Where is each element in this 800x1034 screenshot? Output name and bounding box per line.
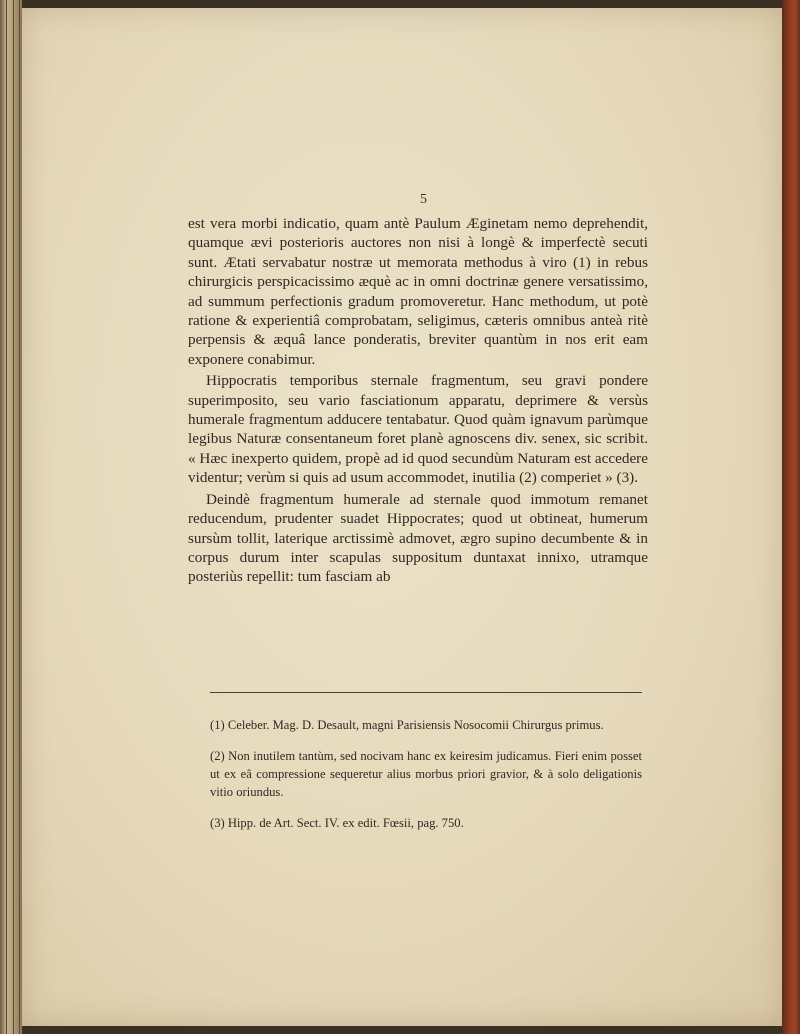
gutter-edge-line (6, 0, 7, 1034)
gutter-edge-line (13, 0, 14, 1034)
gutter-edge-line (19, 0, 20, 1034)
footnote-divider (210, 692, 642, 693)
footnote: (3) Hipp. de Art. Sect. IV. ex edit. Fœsii, pag. 750. (210, 816, 464, 830)
footnote: (1) Celeber. Mag. D. Desault, magni Parisiensis Nosocomii Chirurgus primus. (210, 718, 604, 732)
page-body (188, 214, 648, 587)
page-number: 5 (420, 192, 427, 207)
paragraph: Deindè fragmentum humerale ad sternale quod immotum remanet reducendum, prudenter suadet Hippocrates; quod ut obtineat, humerum sursùm tollit, laterique arctissimè admovet, ægro supino decumbente & in corpus durum inter scapulas suppositum duntaxat innixo, utramque posteriùs repellit: tum fasciam ab (188, 490, 648, 586)
footnotes (210, 716, 642, 845)
book-gutter (0, 0, 22, 1034)
paragraph: est vera morbi indicatio, quam antè Paulum Æginetam nemo deprehendit, quamque ævi posterioris auctores non nisi à longè & imperfectè secuti sunt. Ætati servabatur nostræ ut memorata methodus à viro (1) in rebus chirurgicis perspicacissimo æquè ac in omni doctrinæ genere versatissimo, ad summum perfectionis gradum promoveretur. Hanc methodum, ut potè ratione & experientiâ comprobatam, seligimus, cæteris omnibus anteà ritè perpensis & æquâ lance ponderatis, breviter quantùm in nos erit eam exponere conabimur. (188, 215, 648, 368)
book-page (22, 8, 784, 1026)
paragraph: Hippocratis temporibus sternale fragmentum, seu gravi pondere superimposito, seu vario fasciationum apparatu, deprimere & versùs humerale fragmentum adducere tentabatur. Quod quàm ignavum parùmque legibus Naturæ consentaneum foret planè agnoscens div. senex, sic scribit. « Hæc inexperto quidem, propè ad id quod secundùm Naturam est accedere videntur; verùm si quis ad usum accommodet, inutilia (2) comperiet » (3). (188, 372, 648, 487)
footnote: (2) Non inutilem tantùm, sed nocivam hanc ex keiresim judicamus. Fieri enim posset ut ex eâ compressione sequeretur alius morbus priori gravior, & à solo deligationis vitio oriundus. (210, 749, 642, 799)
book-binding-edge (782, 0, 800, 1034)
